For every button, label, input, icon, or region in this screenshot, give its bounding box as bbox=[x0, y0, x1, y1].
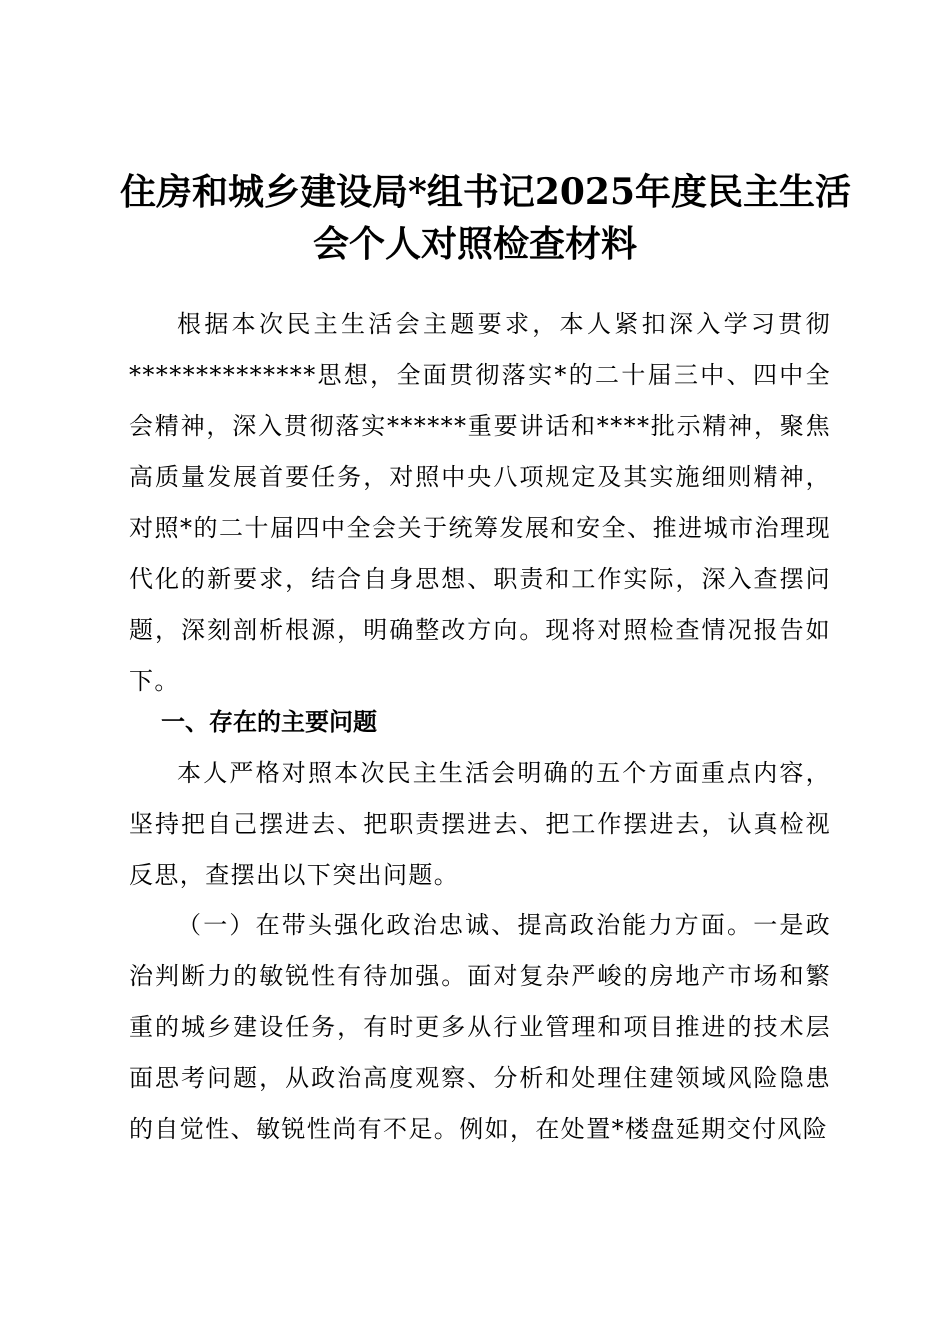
section-1-heading: 一、存在的主要问题 bbox=[161, 708, 377, 736]
subsection-1-paragraph: （一）在带头强化政治忠诚、提高政治能力方面。一是政治判断力的敏锐性有待加强。面对复杂严峻的房地产市场和繁重的城乡建设任务，有时更多从行业管理和项目推进的技术层面思考问题，从政治高度观察、分析和处理住建领域风险隐患的自觉性、敏锐性尚有不足。例如，在处置*楼盘延期交付风险 bbox=[129, 911, 831, 1143]
intro-paragraph: 根据本次民主生活会主题要求，本人紧扣深入学习贯彻**************思想，全面贯彻落实*的二十届三中、四中全会精神，深入贯彻落实******重要讲话和****批示精神，聚焦高质量发展首要任务，对照中央八项规定及其实施细则精神，对照*的二十届四中全会关于统筹发展和安全、推进城市治理现代化的新要求，结合自身思想、职责和工作实际，深入查摆问题，深刻剖析根源，明确整改方向。现将对照检查情况报告如下。 bbox=[129, 310, 831, 695]
section-1-body: 本人严格对照本次民主生活会明确的五个方面重点内容，坚持把自己摆进去、把职责摆进去、把工作摆进去，认真检视反思，查摆出以下突出问题。 bbox=[129, 759, 831, 889]
document-title-line-2: 会个人对照检查材料 bbox=[312, 223, 637, 265]
document-title-line-1: 住房和城乡建设局*组书记2025年度民主生活 bbox=[120, 171, 852, 213]
